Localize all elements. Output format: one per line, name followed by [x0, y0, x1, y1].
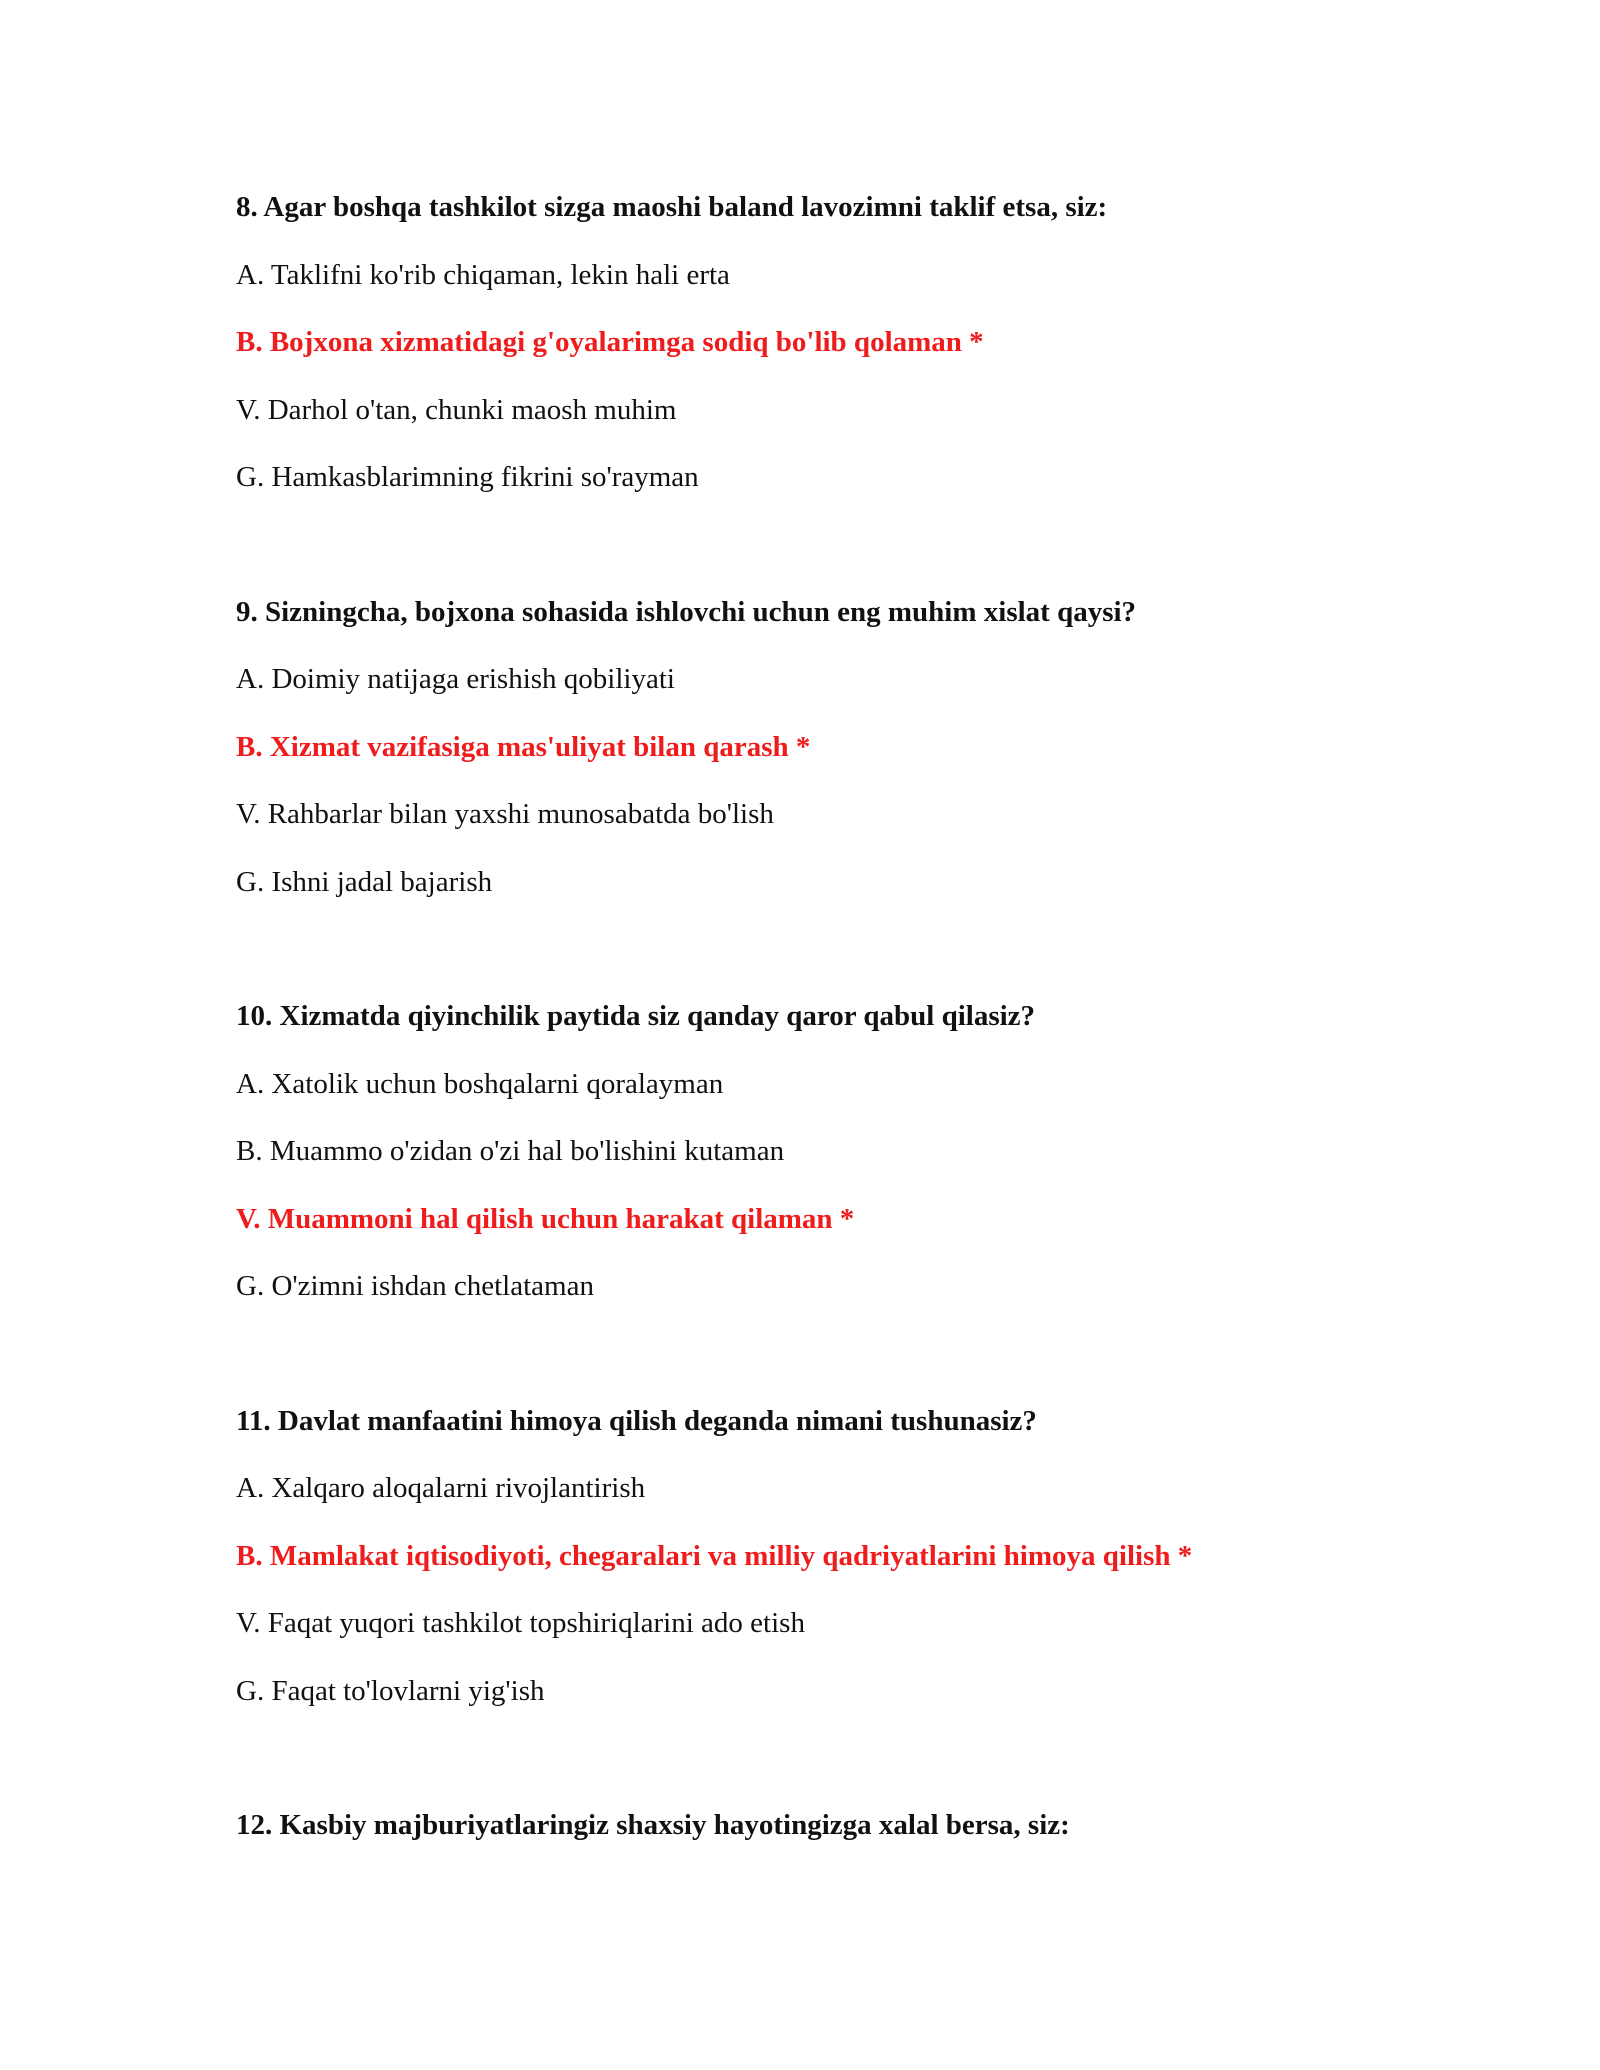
question-title: 8. Agar boshqa tashkilot sizga maoshi baland lavozimni taklif etsa, siz:	[236, 191, 1108, 223]
question-9	[236, 591, 1386, 929]
question-12	[236, 1804, 1386, 1872]
answer-option: A. Taklifni ko'rib chiqaman, lekin hali erta	[236, 258, 730, 291]
answer-option: G. O'zimni ishdan chetlataman	[236, 1270, 594, 1302]
question-11	[236, 1400, 1386, 1738]
answer-option: V. Faqat yuqori tashkilot topshiriqlarini ado etish	[236, 1607, 805, 1639]
document-page	[236, 186, 1386, 1872]
answer-option: B. Muammo o'zidan o'zi hal bo'lishini kutaman	[236, 1135, 785, 1167]
question-8	[236, 186, 1386, 524]
answer-option: G. Hamkasblarimning fikrini so'rayman	[236, 461, 699, 493]
answer-option: A. Doimiy natijaga erishish qobiliyati	[236, 663, 675, 695]
correct-answer-option: V. Muammoni hal qilish uchun harakat qilaman *	[236, 1202, 855, 1235]
question-title: 11. Davlat manfaatini himoya qilish deganda nimani tushunasiz?	[236, 1404, 1037, 1437]
correct-answer-option: B. Bojxona xizmatidagi g'oyalarimga sodiq bo'lib qolaman *	[236, 326, 984, 358]
answer-option: V. Rahbarlar bilan yaxshi munosabatda bo'lish	[236, 798, 774, 830]
answer-option: V. Darhol o'tan, chunki maosh muhim	[236, 393, 677, 426]
question-10	[236, 995, 1386, 1333]
answer-option: G. Faqat to'lovlarni yig'ish	[236, 1674, 545, 1707]
question-title: 10. Xizmatda qiyinchilik paytida siz qanday qaror qabul qilasiz?	[236, 1000, 1036, 1032]
question-title: 12. Kasbiy majburiyatlaringiz shaxsiy hayotingizga xalal bersa, siz:	[236, 1809, 1070, 1841]
correct-answer-option: B. Xizmat vazifasiga mas'uliyat bilan qarash *	[236, 730, 811, 763]
answer-option: G. Ishni jadal bajarish	[236, 865, 493, 898]
answer-option: A. Xalqaro aloqalarni rivojlantirish	[236, 1472, 646, 1504]
correct-answer-option: B. Mamlakat iqtisodiyoti, chegaralari va milliy qadriyatlarini himoya qilish *	[236, 1539, 1193, 1572]
question-title: 9. Sizningcha, bojxona sohasida ishlovchi uchun eng muhim xislat qaysi?	[236, 595, 1137, 628]
answer-option: A. Xatolik uchun boshqalarni qoralayman	[236, 1067, 724, 1100]
